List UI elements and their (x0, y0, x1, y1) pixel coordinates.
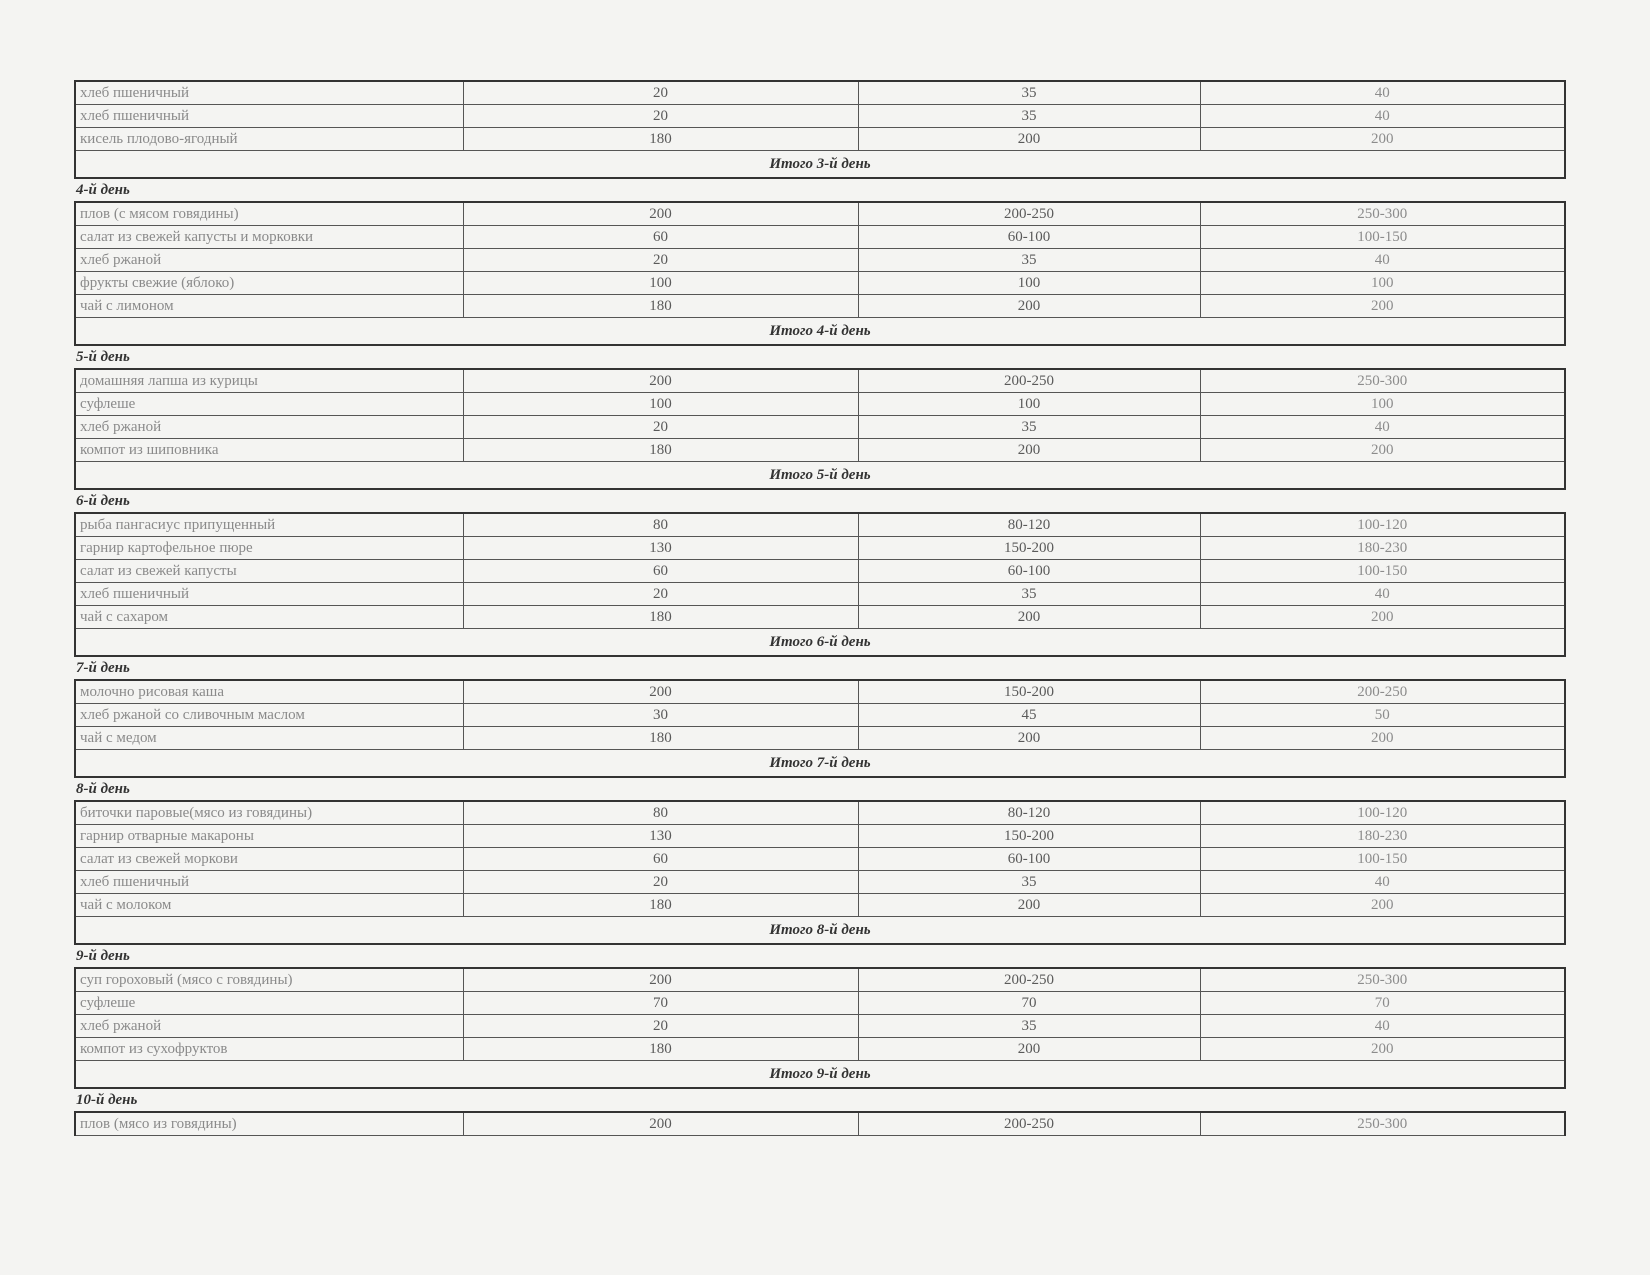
menu-document (74, 80, 1564, 1136)
dish-name: плов (мясо из говядины) (75, 1112, 463, 1136)
day-title: 8-й день (76, 781, 130, 797)
portion-2: 200-250 (858, 369, 1200, 393)
table-row (75, 871, 1565, 894)
portion-1: 30 (463, 704, 858, 727)
dish-name: хлеб пшеничный (75, 81, 463, 105)
total-row (75, 750, 1565, 778)
portion-2: 35 (858, 416, 1200, 439)
dish-name: биточки паровые(мясо из говядины) (75, 801, 463, 825)
day-block (74, 1089, 1564, 1136)
portion-2: 80-120 (858, 513, 1200, 537)
day-total-label: Итого 5-й день (75, 462, 1565, 490)
table-row (75, 272, 1565, 295)
portion-2: 35 (858, 871, 1200, 894)
dish-name: салат из свежей капусты и морковки (75, 226, 463, 249)
dish-name: домашняя лапша из курицы (75, 369, 463, 393)
total-row (75, 1061, 1565, 1089)
portion-2: 45 (858, 704, 1200, 727)
portion-1: 20 (463, 416, 858, 439)
portion-2: 100 (858, 393, 1200, 416)
menu-table (74, 512, 1566, 657)
portion-2: 60-100 (858, 560, 1200, 583)
portion-2: 200 (858, 894, 1200, 917)
portion-1: 200 (463, 1112, 858, 1136)
day-total-label: Итого 8-й день (75, 917, 1565, 945)
day-title: 10-й день (76, 1092, 138, 1108)
table-row (75, 727, 1565, 750)
portion-3: 100 (1200, 393, 1565, 416)
dish-name: хлеб ржаной (75, 1015, 463, 1038)
portion-1: 100 (463, 272, 858, 295)
table-row (75, 560, 1565, 583)
portion-1: 180 (463, 606, 858, 629)
portion-3: 40 (1200, 105, 1565, 128)
day-total-label: Итого 7-й день (75, 750, 1565, 778)
day-block (74, 490, 1564, 657)
table-row (75, 1015, 1565, 1038)
table-row (75, 513, 1565, 537)
portion-1: 180 (463, 439, 858, 462)
portion-3: 180-230 (1200, 825, 1565, 848)
table-row (75, 992, 1565, 1015)
portion-1: 180 (463, 1038, 858, 1061)
portion-2: 70 (858, 992, 1200, 1015)
portion-2: 60-100 (858, 226, 1200, 249)
table-row (75, 105, 1565, 128)
portion-3: 200 (1200, 128, 1565, 151)
portion-2: 200 (858, 128, 1200, 151)
menu-table (74, 368, 1566, 490)
portion-3: 250-300 (1200, 968, 1565, 992)
day-total-label: Итого 6-й день (75, 629, 1565, 657)
table-row (75, 1038, 1565, 1061)
day-block (74, 945, 1564, 1089)
portion-2: 200-250 (858, 202, 1200, 226)
day-title: 6-й день (76, 493, 130, 509)
portion-1: 180 (463, 295, 858, 318)
day-block (74, 778, 1564, 945)
table-row (75, 393, 1565, 416)
dish-name: хлеб пшеничный (75, 871, 463, 894)
portion-1: 130 (463, 537, 858, 560)
portion-3: 100-120 (1200, 513, 1565, 537)
portion-2: 35 (858, 583, 1200, 606)
menu-table (74, 967, 1566, 1089)
portion-3: 200 (1200, 439, 1565, 462)
dish-name: плов (с мясом говядины) (75, 202, 463, 226)
portion-3: 100-120 (1200, 801, 1565, 825)
dish-name: молочно рисовая каша (75, 680, 463, 704)
day-title: 7-й день (76, 660, 130, 676)
total-row (75, 917, 1565, 945)
portion-3: 40 (1200, 416, 1565, 439)
portion-2: 100 (858, 272, 1200, 295)
portion-2: 200 (858, 295, 1200, 318)
dish-name: хлеб пшеничный (75, 105, 463, 128)
table-row (75, 1112, 1565, 1136)
portion-2: 200-250 (858, 968, 1200, 992)
portion-3: 50 (1200, 704, 1565, 727)
table-row (75, 680, 1565, 704)
total-row (75, 462, 1565, 490)
portion-1: 180 (463, 727, 858, 750)
portion-2: 60-100 (858, 848, 1200, 871)
portion-2: 80-120 (858, 801, 1200, 825)
portion-1: 200 (463, 202, 858, 226)
portion-3: 200 (1200, 1038, 1565, 1061)
portion-3: 200 (1200, 295, 1565, 318)
portion-3: 40 (1200, 1015, 1565, 1038)
portion-2: 35 (858, 249, 1200, 272)
table-row (75, 583, 1565, 606)
portion-2: 200 (858, 1038, 1200, 1061)
table-row (75, 801, 1565, 825)
portion-3: 40 (1200, 249, 1565, 272)
portion-2: 150-200 (858, 537, 1200, 560)
menu-table (74, 80, 1566, 179)
portion-1: 20 (463, 81, 858, 105)
portion-1: 20 (463, 583, 858, 606)
table-row (75, 295, 1565, 318)
table-row (75, 128, 1565, 151)
table-row (75, 894, 1565, 917)
day-block (74, 346, 1564, 490)
table-row (75, 606, 1565, 629)
portion-3: 180-230 (1200, 537, 1565, 560)
dish-name: суфлеше (75, 992, 463, 1015)
portion-3: 250-300 (1200, 369, 1565, 393)
dish-name: чай с лимоном (75, 295, 463, 318)
table-row (75, 825, 1565, 848)
portion-3: 200 (1200, 606, 1565, 629)
dish-name: хлеб пшеничный (75, 583, 463, 606)
portion-1: 200 (463, 680, 858, 704)
portion-3: 100-150 (1200, 226, 1565, 249)
portion-1: 200 (463, 968, 858, 992)
day-title: 4-й день (76, 182, 130, 198)
table-row (75, 202, 1565, 226)
portion-2: 35 (858, 105, 1200, 128)
day-title: 9-й день (76, 948, 130, 964)
portion-2: 200 (858, 439, 1200, 462)
dish-name: хлеб ржаной (75, 416, 463, 439)
portion-3: 100 (1200, 272, 1565, 295)
dish-name: компот из шиповника (75, 439, 463, 462)
dish-name: салат из свежей моркови (75, 848, 463, 871)
portion-1: 180 (463, 894, 858, 917)
total-row (75, 629, 1565, 657)
table-row (75, 249, 1565, 272)
portion-3: 40 (1200, 583, 1565, 606)
menu-table (74, 679, 1566, 778)
portion-3: 70 (1200, 992, 1565, 1015)
day-block (74, 657, 1564, 778)
portion-1: 60 (463, 226, 858, 249)
table-row (75, 369, 1565, 393)
dish-name: салат из свежей капусты (75, 560, 463, 583)
menu-table (74, 1111, 1566, 1136)
portion-2: 35 (858, 81, 1200, 105)
dish-name: суп гороховый (мясо с говядины) (75, 968, 463, 992)
portion-3: 100-150 (1200, 560, 1565, 583)
portion-3: 200-250 (1200, 680, 1565, 704)
table-row (75, 848, 1565, 871)
total-row (75, 151, 1565, 179)
portion-2: 200 (858, 727, 1200, 750)
dish-name: чай с медом (75, 727, 463, 750)
portion-1: 20 (463, 249, 858, 272)
table-row (75, 968, 1565, 992)
portion-3: 200 (1200, 727, 1565, 750)
portion-1: 70 (463, 992, 858, 1015)
portion-2: 200 (858, 606, 1200, 629)
table-row (75, 537, 1565, 560)
portion-3: 250-300 (1200, 202, 1565, 226)
day-total-label: Итого 9-й день (75, 1061, 1565, 1089)
portion-2: 35 (858, 1015, 1200, 1038)
day-total-label: Итого 3-й день (75, 151, 1565, 179)
total-row (75, 318, 1565, 346)
menu-table (74, 800, 1566, 945)
portion-2: 150-200 (858, 825, 1200, 848)
table-row (75, 81, 1565, 105)
menu-table (74, 201, 1566, 346)
portion-3: 250-300 (1200, 1112, 1565, 1136)
portion-1: 60 (463, 560, 858, 583)
dish-name: суфлеше (75, 393, 463, 416)
portion-1: 20 (463, 105, 858, 128)
day-total-label: Итого 4-й день (75, 318, 1565, 346)
day-block (74, 80, 1564, 179)
day-title: 5-й день (76, 349, 130, 365)
portion-1: 200 (463, 369, 858, 393)
dish-name: чай с сахаром (75, 606, 463, 629)
portion-3: 100-150 (1200, 848, 1565, 871)
portion-3: 40 (1200, 81, 1565, 105)
portion-1: 80 (463, 513, 858, 537)
table-row (75, 226, 1565, 249)
portion-1: 80 (463, 801, 858, 825)
dish-name: хлеб ржаной (75, 249, 463, 272)
dish-name: чай с молоком (75, 894, 463, 917)
table-row (75, 704, 1565, 727)
portion-2: 150-200 (858, 680, 1200, 704)
dish-name: хлеб ржаной со сливочным маслом (75, 704, 463, 727)
portion-1: 60 (463, 848, 858, 871)
dish-name: кисель плодово-ягодный (75, 128, 463, 151)
dish-name: гарнир отварные макароны (75, 825, 463, 848)
dish-name: рыба пангасиус припущенный (75, 513, 463, 537)
dish-name: фрукты свежие (яблоко) (75, 272, 463, 295)
table-row (75, 416, 1565, 439)
portion-1: 130 (463, 825, 858, 848)
dish-name: компот из сухофруктов (75, 1038, 463, 1061)
day-block (74, 179, 1564, 346)
portion-1: 20 (463, 1015, 858, 1038)
dish-name: гарнир картофельное пюре (75, 537, 463, 560)
portion-1: 180 (463, 128, 858, 151)
portion-3: 200 (1200, 894, 1565, 917)
portion-1: 100 (463, 393, 858, 416)
portion-2: 200-250 (858, 1112, 1200, 1136)
table-row (75, 439, 1565, 462)
portion-1: 20 (463, 871, 858, 894)
portion-3: 40 (1200, 871, 1565, 894)
